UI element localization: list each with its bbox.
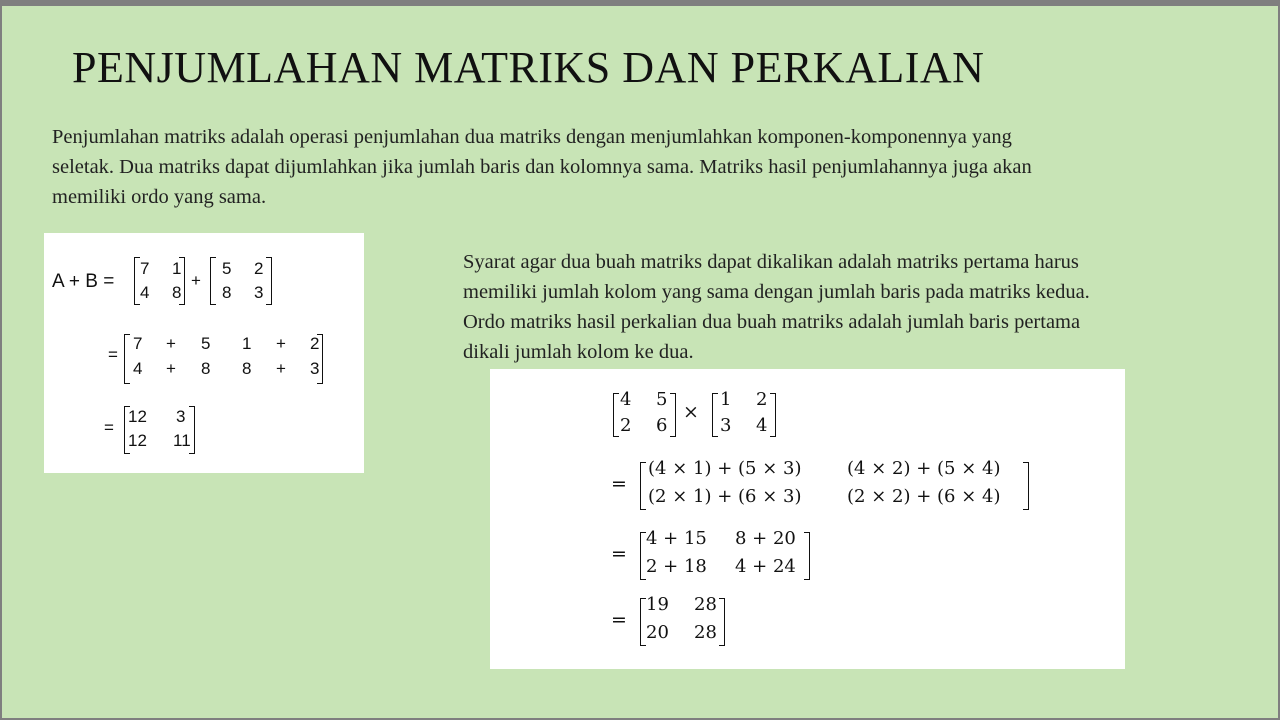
equals-sign: = (611, 609, 627, 631)
matrix-cell: + (166, 334, 176, 353)
matrix-cell: 19 (646, 594, 669, 615)
matrix-cell: (4 × 2) + (5 × 4) (847, 458, 1001, 479)
matrix-cell: 8 + 20 (735, 528, 796, 549)
matrix-cell: 8 (201, 359, 211, 378)
matrix-cell: 3 (310, 359, 320, 378)
matrix-cell: 8 (242, 359, 252, 378)
equals-sign: = (611, 473, 627, 495)
matrix-cell: + (276, 359, 286, 378)
matrix-cell: 20 (646, 622, 669, 643)
condition-line: memiliki jumlah kolom yang sama dengan jumlah baris pada matriks kedua. (463, 281, 1090, 303)
matrix-cell: 2 (620, 415, 632, 436)
addition-example-box (44, 233, 364, 473)
matrix-cell: 5 (656, 389, 668, 410)
matrix-cell: 8 (222, 283, 232, 302)
intro-line: Penjumlahan matriks adalah operasi penjumlahan dua matriks dengan menjumlahkan komponen-komponennya yang (52, 126, 1012, 148)
matrix-cell: 7 (140, 259, 150, 278)
matrix-cell: 5 (201, 334, 211, 353)
slide (2, 6, 1278, 718)
matrix-cell: (2 × 1) + (6 × 3) (648, 486, 802, 507)
equals-sign: = (104, 418, 114, 437)
equals-sign: = (611, 543, 627, 565)
matrix-cell: + (166, 359, 176, 378)
matrix-cell: 4 + 24 (735, 556, 796, 577)
intro-line: memiliki ordo yang sama. (52, 186, 267, 208)
matrix-cell: 28 (694, 622, 717, 643)
matrix-cell: 4 (140, 283, 150, 302)
intro-paragraph (52, 122, 1232, 212)
matrix-cell: 5 (222, 259, 232, 278)
matrix-cell: 2 (756, 389, 768, 410)
matrix-cell: 4 (756, 415, 768, 436)
matrix-cell: + (276, 334, 286, 353)
plus-sign: + (191, 271, 201, 290)
matrix-cell: 2 + 18 (646, 556, 707, 577)
matrix-cell: 2 (254, 259, 264, 278)
matrix-cell: 8 (172, 283, 182, 302)
matrix-cell: 12 (128, 431, 147, 450)
matrix-cell: 4 (133, 359, 143, 378)
multiplication-example-box (490, 369, 1125, 669)
addition-lhs: A + B = (52, 271, 115, 292)
matrix-cell: 4 + 15 (646, 528, 707, 549)
equals-sign: = (108, 345, 118, 364)
matrix-cell: 2 (310, 334, 320, 353)
matrix-cell: 11 (173, 431, 191, 450)
matrix-cell: 1 (242, 334, 252, 353)
matrix-cell: 3 (254, 283, 264, 302)
matrix-cell: (2 × 2) + (6 × 4) (847, 486, 1001, 507)
matrix-cell: 3 (720, 415, 732, 436)
matrix-cell: 4 (620, 389, 632, 410)
matrix-cell: 3 (176, 407, 186, 426)
times-sign: × (683, 401, 699, 423)
matrix-cell: 28 (694, 594, 717, 615)
matrix-cell: 1 (172, 259, 182, 278)
matrix-cell: (4 × 1) + (5 × 3) (648, 458, 802, 479)
condition-line: Syarat agar dua buah matriks dapat dikalikan adalah matriks pertama harus (463, 251, 1079, 273)
condition-line: Ordo matriks hasil perkalian dua buah matriks adalah jumlah baris pertama (463, 311, 1081, 333)
matrix-cell: 12 (128, 407, 147, 426)
matrix-cell: 7 (133, 334, 143, 353)
intro-line: seletak. Dua matriks dapat dijumlahkan jika jumlah baris dan kolomnya sama. Matriks hasil penjumlahannya juga akan (52, 156, 1032, 178)
condition-line: dikali jumlah kolom ke dua. (463, 341, 694, 363)
multiplication-condition-paragraph (463, 247, 1223, 367)
slide-title: PENJUMLAHAN MATRIKS DAN PERKALIAN (72, 43, 985, 92)
matrix-cell: 1 (720, 389, 732, 410)
matrix-cell: 6 (656, 415, 668, 436)
